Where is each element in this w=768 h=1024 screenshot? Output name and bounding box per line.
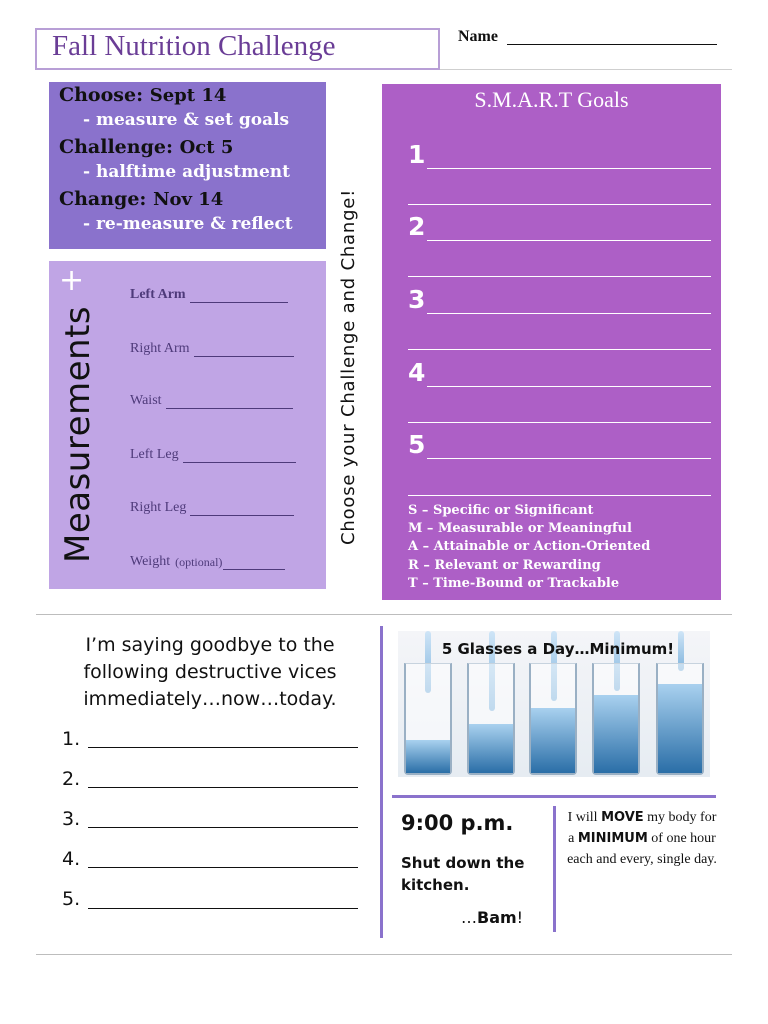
smart-legend-item: A – Attainable or Action-Oriented bbox=[408, 539, 651, 555]
goal-line[interactable] bbox=[408, 422, 711, 423]
column-divider bbox=[380, 626, 383, 938]
goal-number: 2 bbox=[408, 212, 426, 241]
bam-suffix: ! bbox=[516, 908, 524, 927]
goal-line[interactable] bbox=[427, 458, 711, 459]
water-level bbox=[594, 695, 638, 773]
schedule-choose bbox=[59, 84, 326, 110]
schedule-change-label: Change: bbox=[59, 188, 147, 210]
goal-number: 3 bbox=[408, 285, 426, 314]
smart-legend-item: S – Specific or Significant bbox=[408, 503, 594, 518]
weight-row[interactable] bbox=[130, 554, 285, 570]
water-level bbox=[406, 740, 450, 773]
section-divider bbox=[36, 614, 732, 615]
vice-number: 5. bbox=[62, 888, 81, 910]
waist-line[interactable] bbox=[166, 407, 293, 409]
schedule-change bbox=[59, 188, 326, 214]
weight-label: Weight bbox=[130, 554, 171, 569]
goal-number: 5 bbox=[408, 430, 426, 459]
vice-line[interactable] bbox=[88, 908, 358, 909]
minimum-word: MINIMUM bbox=[577, 831, 648, 846]
left-leg-line[interactable] bbox=[183, 461, 296, 463]
move-part2: my body for a bbox=[568, 810, 717, 846]
schedule-challenge-label: Challenge: bbox=[59, 136, 173, 158]
glass-icon bbox=[529, 663, 577, 775]
bottom-divider bbox=[36, 954, 732, 955]
move-part3: of one hour each and every, single day. bbox=[567, 831, 717, 867]
glass-icon bbox=[592, 663, 640, 775]
vice-number: 2. bbox=[62, 768, 81, 790]
right-arm-row[interactable] bbox=[130, 341, 294, 357]
vice-line[interactable] bbox=[88, 827, 358, 828]
right-arm-label: Right Arm bbox=[130, 341, 190, 356]
schedule-choose-date: Sept 14 bbox=[149, 85, 227, 106]
bam-prefix: … bbox=[461, 908, 477, 927]
water-level bbox=[658, 684, 702, 773]
glass-icon bbox=[467, 663, 515, 775]
bam-text bbox=[461, 908, 523, 927]
goal-line[interactable] bbox=[427, 386, 711, 387]
name-field-line[interactable] bbox=[507, 44, 717, 45]
schedule-choose-detail: - measure & set goals bbox=[83, 110, 290, 130]
kitchen-time: 9:00 p.m. bbox=[401, 811, 514, 835]
header-divider bbox=[440, 69, 732, 70]
schedule-challenge-detail: - halftime adjustment bbox=[83, 162, 291, 182]
schedule-change-detail: - re-measure & reflect bbox=[83, 214, 293, 234]
move-part1: I will bbox=[567, 810, 598, 825]
smart-legend-item: M – Measurable or Meaningful bbox=[408, 521, 632, 537]
move-word: MOVE bbox=[601, 810, 644, 825]
name-label: Name bbox=[458, 28, 498, 45]
measurements-title: Measurements bbox=[58, 305, 98, 563]
smart-goals-title: S.M.A.R.T Goals bbox=[474, 87, 629, 112]
schedule-box bbox=[49, 82, 326, 249]
bottom-column-divider bbox=[553, 806, 556, 932]
glass-icon bbox=[404, 663, 452, 775]
goal-number: 1 bbox=[408, 140, 426, 169]
goal-line[interactable] bbox=[408, 204, 711, 205]
schedule-challenge-date: Oct 5 bbox=[179, 137, 234, 158]
page-title: Fall Nutrition Challenge bbox=[52, 30, 336, 62]
vice-line[interactable] bbox=[88, 867, 358, 868]
schedule-change-date: Nov 14 bbox=[153, 189, 224, 210]
goal-line[interactable] bbox=[427, 313, 711, 314]
left-leg-label: Left Leg bbox=[130, 447, 179, 462]
water-divider bbox=[392, 795, 716, 798]
right-leg-label: Right Leg bbox=[130, 500, 187, 515]
goal-number: 4 bbox=[408, 358, 426, 387]
smart-legend-item: T – Time-Bound or Trackable bbox=[408, 575, 620, 591]
goal-line[interactable] bbox=[408, 495, 711, 496]
challenge-caption: Choose your Challenge and Change! bbox=[338, 188, 359, 545]
schedule-choose-label: Choose: bbox=[59, 84, 144, 106]
left-arm-row[interactable] bbox=[130, 287, 288, 303]
vice-line[interactable] bbox=[88, 787, 358, 788]
left-arm-label: Left Arm bbox=[130, 287, 186, 302]
weight-line[interactable] bbox=[223, 568, 285, 570]
right-leg-line[interactable] bbox=[190, 514, 294, 516]
vice-line[interactable] bbox=[88, 747, 358, 748]
waist-label: Waist bbox=[130, 393, 162, 408]
plus-icon: + bbox=[59, 263, 85, 298]
glass-icon bbox=[656, 663, 704, 775]
water-level bbox=[469, 724, 513, 773]
waist-row[interactable] bbox=[130, 393, 293, 409]
kitchen-text: Shut down the kitchen. bbox=[401, 854, 525, 894]
vice-number: 1. bbox=[62, 728, 81, 750]
goal-line[interactable] bbox=[408, 276, 711, 277]
weight-note: (optional) bbox=[175, 555, 223, 569]
schedule-challenge bbox=[59, 136, 326, 162]
water-level bbox=[531, 708, 575, 773]
vice-number: 4. bbox=[62, 848, 81, 870]
vice-number: 3. bbox=[62, 808, 81, 830]
vices-intro: I’m saying goodbye to the following destructive vices immediately…now…today. bbox=[83, 634, 337, 710]
right-leg-row[interactable] bbox=[130, 500, 294, 516]
left-leg-row[interactable] bbox=[130, 447, 296, 463]
goal-line[interactable] bbox=[408, 349, 711, 350]
smart-legend-item: R – Relevant or Rewarding bbox=[408, 557, 601, 573]
goal-line[interactable] bbox=[427, 240, 711, 241]
bam-word: Bam bbox=[477, 908, 517, 927]
water-caption: 5 Glasses a Day…Minimum! bbox=[441, 640, 675, 658]
goal-line[interactable] bbox=[427, 168, 711, 169]
move-text bbox=[567, 807, 717, 870]
smart-legend bbox=[408, 502, 650, 593]
left-arm-line[interactable] bbox=[190, 301, 288, 303]
right-arm-line[interactable] bbox=[194, 355, 294, 357]
